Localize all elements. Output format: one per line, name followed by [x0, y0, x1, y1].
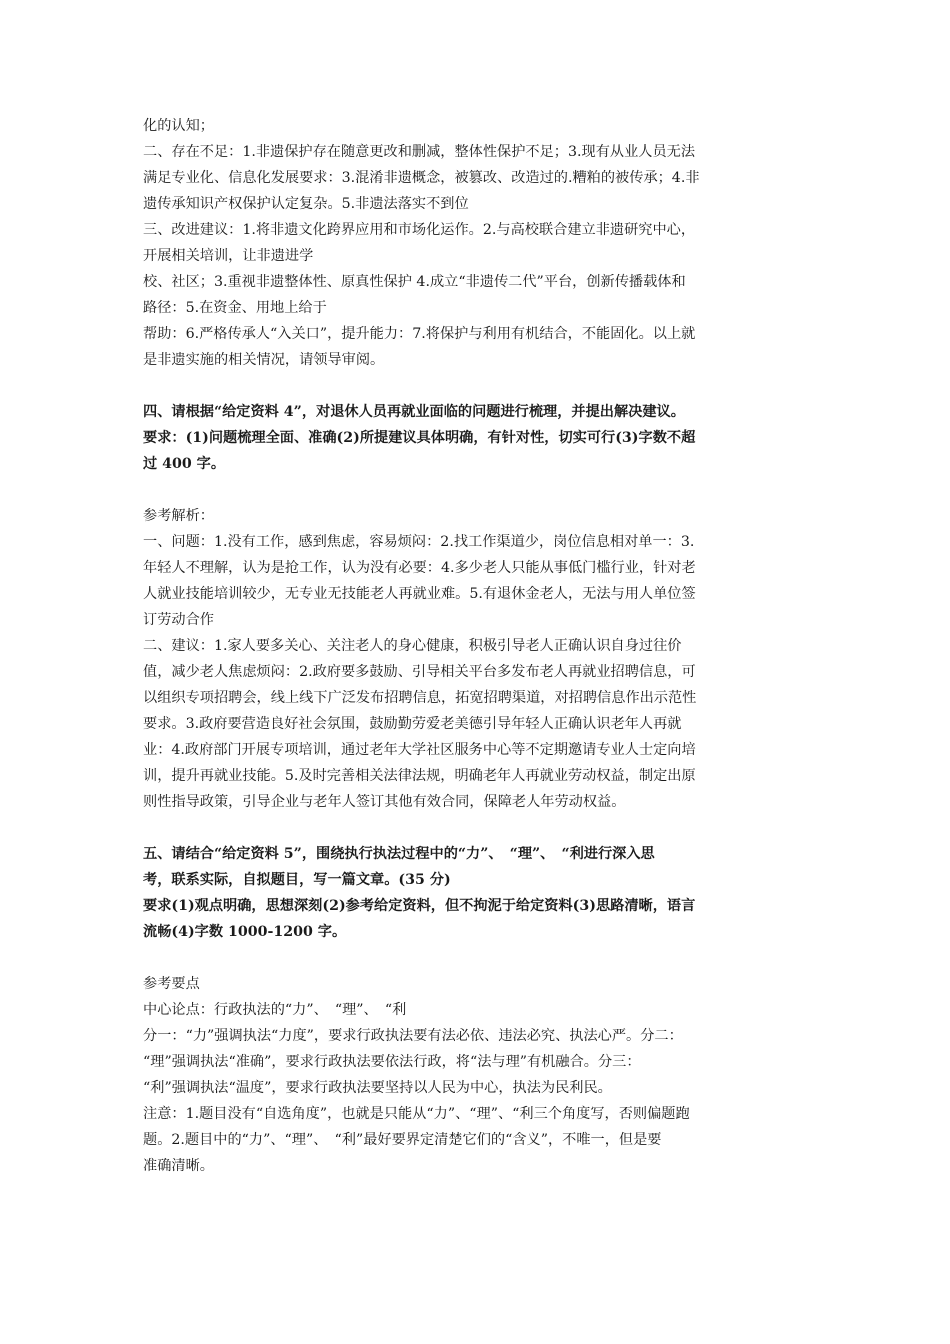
answer-4	[143, 503, 811, 815]
text-line: 开展相关培训，让非遗进学	[143, 248, 314, 264]
text-line: 注意：1.题目没有“自选角度”，也就是只能从“力”、“理”、“利三个角度写，否则偏题跑	[143, 1106, 690, 1122]
text-line: 要求：(1)问题梳理全面、准确(2)所提建议具体明确，有针对性，切实可行(3)字数不超	[143, 430, 696, 446]
text-line: 四、请根据“给定资料 4”，对退休人员再就业面临的问题进行梳理，并提出解决建议。	[143, 404, 685, 420]
text-line: 参考要点	[143, 976, 200, 992]
text-line: 二、建议：1.家人要多关心、关注老人的身心健康，积极引导老人正确认识自身过往价	[143, 638, 682, 654]
text-line: 过 400 字。	[143, 456, 226, 472]
text-line: 中心论点：行政执法的“力”、 “理”、 “利	[143, 1002, 407, 1018]
text-line: 训，提升再就业技能。5.及时完善相关法律法规，明确老年人再就业劳动权益，制定出原	[143, 768, 696, 784]
text-line: 满足专业化、信息化发展要求：3.混淆非遗概念，被篡改、改造过的.糟粕的被传承；4.非	[143, 170, 700, 186]
text-line: 人就业技能培训较少，无专业无技能老人再就业难。5.有退休金老人，无法与用人单位签	[143, 586, 696, 602]
text-line: 参考解析：	[143, 508, 214, 524]
text-line: 要求(1)观点明确，思想深刻(2)参考给定资料，但不拘泥于给定资料(3)思路清晰，语言	[143, 898, 696, 914]
text-line: 化的认知；	[143, 118, 214, 134]
text-line: 订劳动合作	[143, 612, 214, 628]
paragraph-gap	[143, 373, 811, 399]
text-line: 业：4.政府部门开展专项培训，通过老年大学社区服务中心等不定期邀请专业人士定向培	[143, 742, 696, 758]
text-line: 校、社区；3.重视非遗整体性、原真性保护 4.成立“非遗传二代”平台，创新传播载体和	[143, 274, 686, 290]
text-line: 路径：5.在资金、用地上给于	[143, 300, 327, 316]
paragraph-gap	[143, 477, 811, 503]
text-line: 一、问题：1.没有工作，感到焦虑，容易烦闷：2.找工作渠道少，岗位信息相对单一：3.	[143, 534, 695, 550]
answer-5	[143, 971, 811, 1179]
text-line: 五、请结合“给定资料 5”，围绕执行执法过程中的“力”、 “理”、 “利进行深入思	[143, 846, 655, 862]
text-line: 考，联系实际，自拟题目，写一篇文章。(35 分)	[143, 872, 451, 888]
text-line: 分一：“力”强调执法“力度”，要求行政执法要有法必依、违法必究、执法心严。分二：	[143, 1028, 683, 1044]
text-line: 是非遗实施的相关情况，请领导审阅。	[143, 352, 385, 368]
paragraph-gap	[143, 815, 811, 841]
text-line: “理”强调执法“准确”，要求行政执法要依法行政，将“法与理”有机融合。分三：	[143, 1054, 641, 1070]
text-line: 二、存在不足：1.非遗保护存在随意更改和删减，整体性保护不足；3.现有从业人员无法	[143, 144, 696, 160]
text-line: 帮助：6.严格传承人“入关口”，提升能力：7.将保护与利用有机结合，不能固化。以上就	[143, 326, 696, 342]
text-line: 三、改进建议：1.将非遗文化跨界应用和市场化运作。2.与高校联合建立非遗研究中心，	[143, 222, 696, 238]
paragraph-gap	[143, 945, 811, 971]
text-line: 要求。3.政府要营造良好社会氛围，鼓励勤劳爱老美德引导年轻人正确认识老年人再就	[143, 716, 682, 732]
text-line: 年轻人不理解，认为是抢工作，认为没有必要：4.多少老人只能从事低门槛行业，针对老	[143, 560, 696, 576]
text-line: “利”强调执法“温度”，要求行政执法要坚持以人民为中心，执法为民利民。	[143, 1080, 612, 1096]
text-line: 则性指导政策，引导企业与老年人签订其他有效合同，保障老人年劳动权益。	[143, 794, 626, 810]
text-line: 值，减少老人焦虑烦闷：2.政府要多鼓励、引导相关平台多发布老人再就业招聘信息，可	[143, 664, 696, 680]
question-4	[143, 399, 811, 477]
text-line: 以组织专项招聘会，线上线下广泛发布招聘信息，拓宽招聘渠道，对招聘信息作出示范性	[143, 690, 697, 706]
text-line: 遗传承知识产权保护认定复杂。5.非遗法落实不到位	[143, 196, 469, 212]
answer-tail	[143, 113, 811, 373]
question-5	[143, 841, 811, 945]
text-line: 准确清晰。	[143, 1158, 214, 1174]
text-line: 流畅(4)字数 1000-1200 字。	[143, 924, 347, 940]
text-line: 题。2.题目中的“力”、“理”、 “利”最好要界定清楚它们的“含义”，不唯一，但是要	[143, 1132, 662, 1148]
document-body	[143, 113, 811, 1179]
